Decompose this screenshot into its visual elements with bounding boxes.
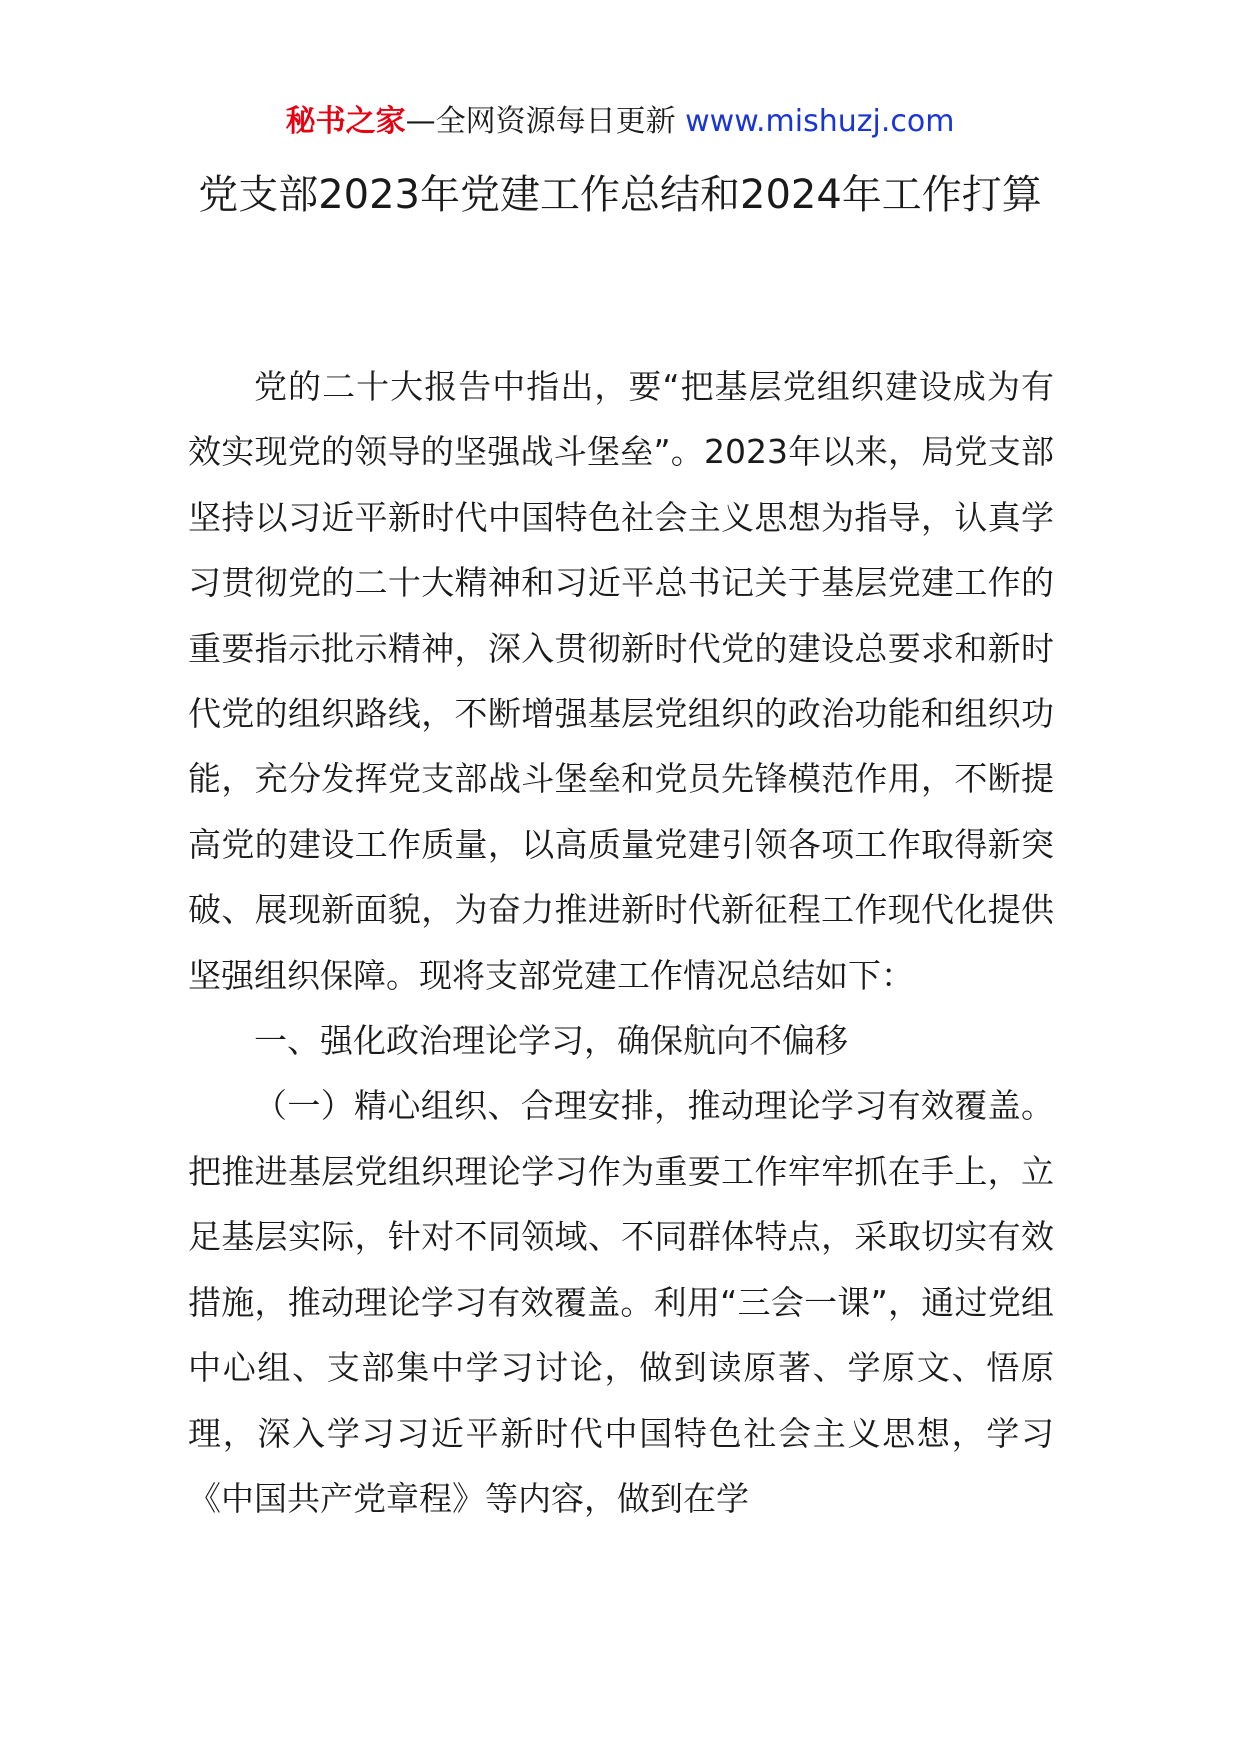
- intro-paragraph: 党的二十大报告中指出，要“把基层党组织建设成为有效实现党的领导的坚强战斗堡垒”。2023年以来，局党支部坚持以习近平新时代中国特色社会主义思想为指导，认真学习贯彻党的二十大精神和习近平总书记关于基层党建工作的重要指示批示精神，深入贯彻新时代党的建设总要求和新时代党的组织路线，不断增强基层党组织的政治功能和组织功能，充分发挥党支部战斗堡垒和党员先锋模范作用，不断提高党的建设工作质量，以高质量党建引领各项工作取得新突破、展现新面貌，为奋力推进新时代新征程工作现代化提供坚强组织保障。现将支部党建工作情况总结如下：: [188, 367, 1054, 995]
- document-title: 党支部2023年党建工作总结和2024年工作打算: [198, 172, 1042, 218]
- banner-brand: 秘书之家: [285, 104, 406, 139]
- document-body: [188, 354, 1054, 1531]
- body-paragraph: （一）精心组织、合理安排，推动理论学习有效覆盖。把推进基层党组织理论学习作为重要工作牢牢抓在手上，立足基层实际，针对不同领域、不同群体特点，采取切实有效措施，推动理论学习有效覆盖。利用“三会一课”，通过党组中心组、支部集中学习讨论，做到读原著、学原文、悟原理，深入学习习近平新时代中国特色社会主义思想，学习《中国共产党章程》等内容，做到在学: [188, 1086, 1054, 1518]
- section-heading: 一、强化政治理论学习，确保航向不偏移: [254, 1021, 848, 1061]
- watermark-banner: [0, 100, 1240, 144]
- banner-slogan: —全网资源每日更新: [405, 104, 676, 139]
- banner-site-url[interactable]: www.mishuzj.com: [685, 104, 955, 139]
